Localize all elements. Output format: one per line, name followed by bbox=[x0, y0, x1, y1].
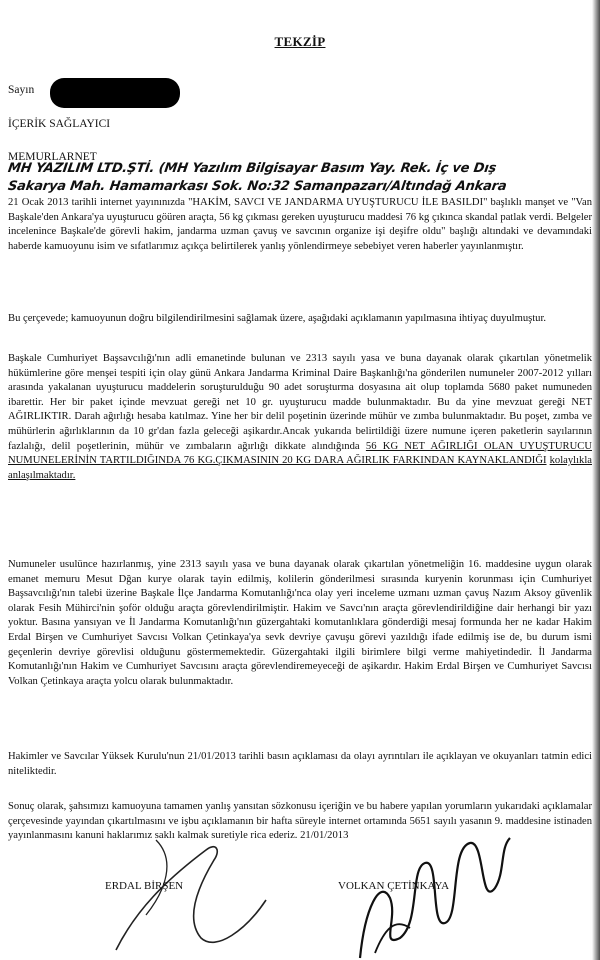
redacted-recipient-name bbox=[50, 78, 180, 108]
paragraph-explanation bbox=[8, 352, 592, 483]
right-signature-scribble bbox=[350, 828, 520, 960]
paragraph-explanation-text: Başkale Cumhuriyet Başsavcılığı'nın adli emanetinde bulunan ve 2313 sayılı yasa ve buna dayanak olarak çıkartılan yönetmelik hükümlerine göre menşei tespiti için olay günü Ankara Jandarma Kriminal Daire Başkanlığı'na gönderilen numuneler 2007-2012 yılları arasında yakalanan uyuşturucu maddelerin soruşturulduğu 90 adet soruşturma dosyasına ait olup toplamda 5680 paket numuneden ibarettir. Her bir paket içinde mevzuat gereği net 10 gr. uyuşturucu madde bulunmaktadır. Bu da yine mevzuat gereği NET AĞIRLIKTIR. Darah ağırlığı hesaba katılmaz. Yine her bir delil poşetinin üzerinde mühür ve zımba bulunmaktadır. Bu poşet, zımba ve mühürlerin ağırlıklarının da 10 gr'dan fazla geleceği aşikardır.Ancak yukarıda belirtildiği üzere numune içeren paketlerin sayılarının fazlalığı, delil poşetlerinin, mühür ve zımbaların ağırlığı dikkate alındığında bbox=[8, 353, 592, 452]
handwritten-address-line: Sakarya Mah. Hamamarkası Sok. No:32 Samanpazarı/Altındağ Ankara bbox=[6, 179, 508, 194]
right-signature-name: VOLKAN ÇETİNKAYA bbox=[338, 880, 450, 892]
paragraph-couriers: Numuneler usulünce hazırlanmış, yine 2313 sayılı yasa ve buna dayanak olarak çıkartılan yönetmeliğin 16. maddesine uygun olarak emanet memuru Mesut Dğan kurye olarak tayin edilmiş, kolilerin gönderilmesi sırasında kuryenin korunması için Cumhuriyet Başsavcılığı'nın talebi üzerine Başkale İlçe Jandarma Komutanlığı'nca olay yeri inceleme uzmanı uzman çavuş Nazım Aksoy güvenlik olarak Fesih Mühirci'nin şoför olduğu araçta görevlendirilmiştir. Hakim ve Savcı'nın araçta görevlendirildiğine dair herhangi bir yazı yoktur. Basına yansıyan ve İl Jandarma Komutanlığı'nın güzergahtaki komutanlıklara gönderdiği mesaj formunda her ne kadar Hakim Erdal Birşen ve Cumhuriyet Savcısı Volkan Çetinkaya'ya sevk devriye çavuşu görevi yazıldığı ifade edilmiş ise de, bu durum ismi geçenlerin devriye görevlisi olduğunu göstermemektedir. Güzergahtaki ilgili birimlere bilgi verme mahiyetindedir. İl Jandarma Komutanlığı'nın Hakim ve Cumhuriyet Savcısını araçta görevlendiremeyeceği de aşikardır. Hakim Erdal Birşen ve Cumhuriyet Savcısı Volkan Çetinkaya araçta yolcu olarak bulunmaktadır. bbox=[8, 559, 592, 687]
paragraph-hsyk: Hakimler ve Savcılar Yüksek Kurulu'nun 21/01/2013 tarihli basın açıklaması da olayı ayrıntıları ile açıklayan ve okuyanları tatmin edici niteliktedir. bbox=[8, 751, 592, 777]
handwritten-company-line: MH YAZILIM LTD.ŞTİ. (MH Yazılım Bilgisayar Basım Yay. Rek. İç ve Dış bbox=[6, 161, 498, 176]
left-signature-name: ERDAL BİRŞEN bbox=[105, 880, 184, 892]
emphasis-text: 56 KG NET AĞIRLIĞI OLAN UYUŞTURUCU NUMUNELERİNİN TARTILDIĞINDA 76 KG.ÇIKMASININ 20 KG DARA AĞIRLIK FARKINDAN KAYNAKLANDIĞI bbox=[8, 440, 592, 467]
scan-edge-shadow bbox=[592, 0, 600, 960]
paragraph-conclusion: Sonuç olarak, şahsımızı kamuoyuna tamamen yanlış yansıtan sözkonusu içeriğin ve bu habere yapılan yorumların yukarıdaki açıklamalar çerçevesinde yayından çıkartılmasını ve işbu açıklamanın bir hafta süreyle internet ortamında 5651 sayılı yasanın 9. maddesine istinaden yayınlanmasını kanuni haklarımız saklı kalmak suretiyle rica ederiz. 21/01/2013 bbox=[8, 801, 592, 842]
paragraph-intro: 21 Ocak 2013 tarihli internet yayınınızda "HAKİM, SAVCI VE JANDARMA UYUŞTURUCU İLE BASILDI" başlıklı manşet ve "Van Başkale'den Ankara'ya uyuşturucu göüren araçta, 56 kg çıkması gereken uyuşturucu maddesi 76 kg çıkınca skandal patlak verdi. Belgeler incelenince Başkale'de görevli hakim, jandarma uzman çavuş ve savcının organize işi deşifre oldu" başlığı altındaki ve devamındaki haberde kamuoyunu isim ve sıfatlarımız açıkça belirtilerek yanlış yönlendirmeye sebebiyet veren haberler yayınlanmıştır. bbox=[8, 197, 592, 252]
emphasis-suffix: kolaylıkla anlaşılmaktadır. bbox=[8, 455, 592, 481]
recipient-line: İÇERİK SAĞLAYICI bbox=[8, 118, 111, 130]
document-title: TEKZİP bbox=[274, 34, 326, 49]
salutation: Sayın bbox=[8, 84, 35, 96]
paragraph-purpose: Bu çerçevede; kamuoyunun doğru bilgilendirilmesini sağlamak üzere, aşağıdaki açıklamanın yapılmasına ihtiyaç duyulmuştur. bbox=[8, 313, 547, 324]
recipient-role: MEMURLARNET bbox=[8, 151, 97, 163]
